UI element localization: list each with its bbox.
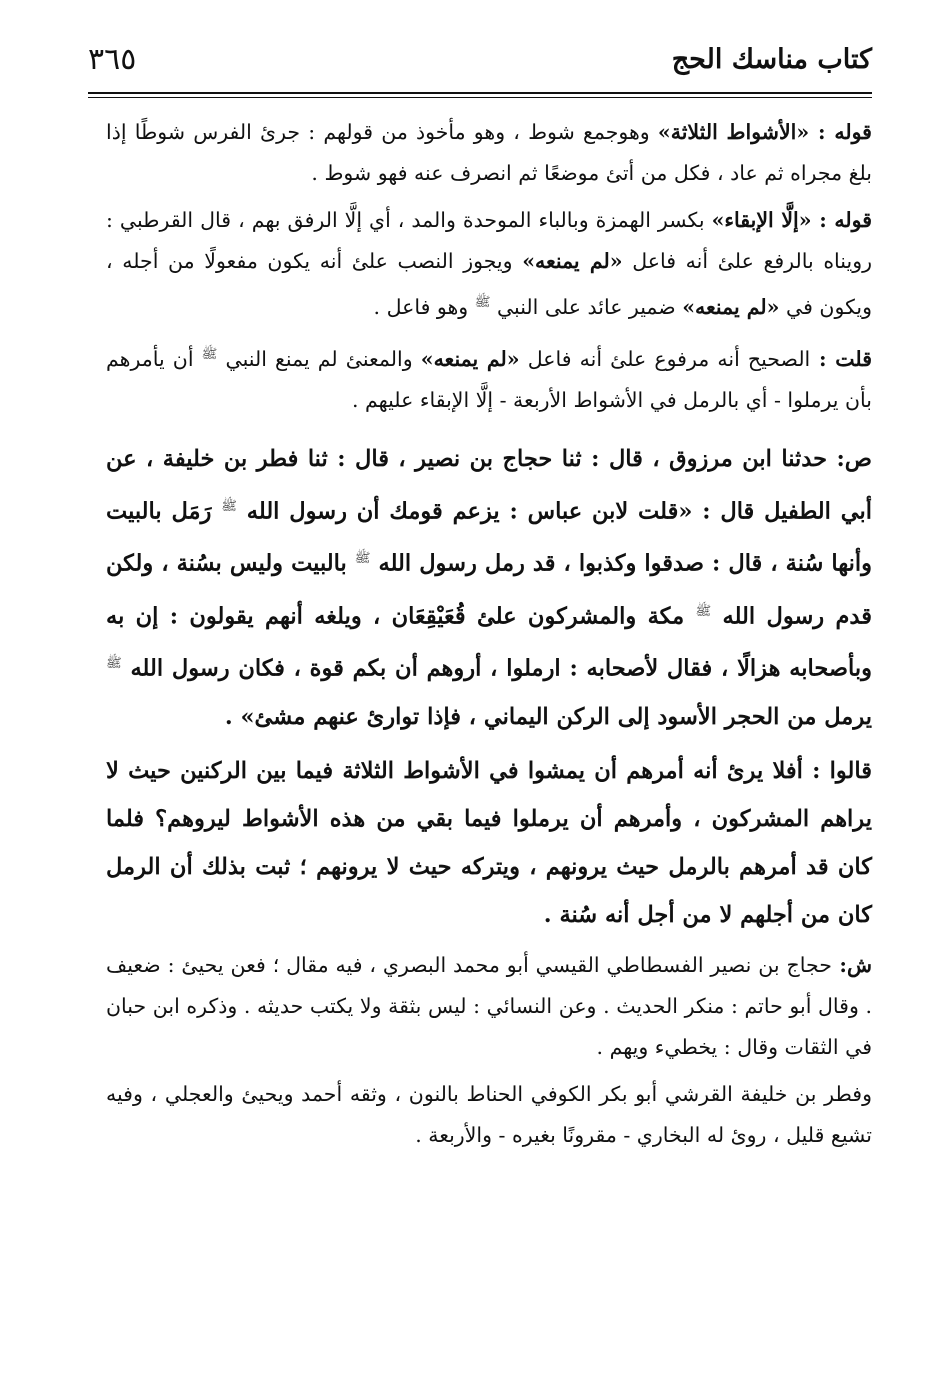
commentary-text: وهوجمع شوط ، وهو مأخوذ من قولهم : جرئ الفرس شوطًا إذا بلغ مجراه ثم عاد ، فكل من أتئ موضعًا ثم انصرف عنه فهو شوط . <box>106 120 872 185</box>
argument-text: قالوا : أفلا يرئ أنه أمرهم أن يمشوا في الأشواط الثلاثة فيما بين الركنين حيث لا يراهم المشركون ، وأمرهم أن يرملوا فيما بقي من هذه الأشواط ليروهم؟ فلما كان قد أمرهم بالرمل حيث يرونهم ، ويتركه حيث لا يرونهم ؛ ثبت بذلك أن الرمل كان من أجلهم لا من أجل أنه سُنة . <box>106 757 872 928</box>
commentary-text: وفطر بن خليفة القرشي أبو بكر الكوفي الحناط بالنون ، وثقه أحمد ويحيئ والعجلي ، وفيه تشيع قليل ، روئ له البخاري - مقرونًا بغيره - والأربعة . <box>106 1081 872 1147</box>
commentary-text: وهو فاعل . <box>373 294 475 319</box>
commentary-text: والمعنئ لم يمنع النبي <box>217 346 421 371</box>
quoted-term: «لم يمنعه» <box>420 346 520 371</box>
page-number: ٣٦٥ <box>88 42 137 77</box>
commentary-text: حجاج بن نصير الفسطاطي القيسي أبو محمد البصري ، فيه مقال ؛ فعن يحيئ : ضعيف . وقال أبو حاتم : منكر الحديث . وعن النسائي : ليس بثقة ولا يكتب حديثه . وذكره ابن حبان في الثقات وقال : يخطيء ويهم . <box>106 952 872 1059</box>
quoted-term: «إلَّا الإبقاء» <box>711 208 812 232</box>
commentary-paragraph-ashwat <box>106 112 872 194</box>
argument-paragraph <box>106 747 872 939</box>
quoted-term: «لم يمنعه» <box>522 249 623 273</box>
commentary-paragraph-ibqaa <box>106 200 872 328</box>
commentary-paragraph-qultu <box>106 334 872 421</box>
salla-glyph: ﷺ <box>221 498 237 514</box>
book-title: كتاب مناسك الحج <box>671 44 872 75</box>
commentary-paragraph-hajjaj <box>106 945 872 1068</box>
commentary-text: أن يأمرهم بأن يرملوا - أي بالرمل في الأشواط الأربعة - إلَّا الإبقاء عليهم . <box>106 346 872 412</box>
commentary-text: ويجوز النصب علئ أنه يكون مفعولًا من أجله ، ويكون في <box>106 249 872 319</box>
hadith-text: رَمَل بالبيت وأنها سُنة ، قال : صدقوا وكذبوا ، قد رمل رسول الله <box>106 498 873 577</box>
salla-glyph: ﷺ <box>474 295 491 310</box>
commentary-label: قوله : <box>811 208 873 232</box>
hadith-text: ص: حدثنا ابن مرزوق ، قال : ثنا حجاج بن نصير ، قال : ثنا فطر بن خليفة ، عن أبي الطفيل قال : «قلت لابن عباس : يزعم قومك أن رسول الله <box>106 445 872 525</box>
commentary-label: قوله : <box>809 120 872 144</box>
page-header <box>88 40 872 92</box>
salla-glyph: ﷺ <box>201 346 218 362</box>
commentary-label: ش: <box>831 952 873 977</box>
salla-glyph: ﷺ <box>354 551 371 567</box>
header-rule-thick <box>88 92 872 94</box>
salla-glyph: ﷺ <box>695 603 712 619</box>
commentary-text: بكسر الهمزة وبالباء الموحدة والمد ، أي إلَّا الرفق بهم ، قال القرطبي : رويناه بالرفع علئ أنه فاعل <box>106 208 872 273</box>
hadith-text: مكة والمشركون علئ قُعَيْقِعَان ، ويلغه أنهم يقولون : إن به وبأصحابه هزالًا ، فقال لأصحابه : ارملوا ، أروهم أن بكم قوة ، فكان رسول الله <box>106 603 872 682</box>
commentary-text: الصحيح أنه مرفوع علئ أنه فاعل <box>519 346 811 371</box>
hadith-text: بالبيت وليس بسُنة ، ولكن قدم رسول الله <box>106 550 872 630</box>
page-body <box>106 112 872 1162</box>
spacer <box>106 427 872 435</box>
commentary-text: ضمير عائد على النبي <box>490 294 683 319</box>
header-rule-thin <box>88 97 872 98</box>
hadith-paragraph <box>106 435 872 741</box>
salla-glyph: ﷺ <box>106 656 122 672</box>
commentary-label: قلت : <box>810 346 873 371</box>
hadith-text: يرمل من الحجر الأسود إلى الركن اليماني ، فإذا توارئ عنهم مشئ» . <box>224 703 872 730</box>
quoted-term: «الأشواط الثلاثة» <box>657 120 810 144</box>
quoted-term: «لم يمنعه» <box>682 294 780 319</box>
commentary-paragraph-fitr <box>106 1074 872 1156</box>
